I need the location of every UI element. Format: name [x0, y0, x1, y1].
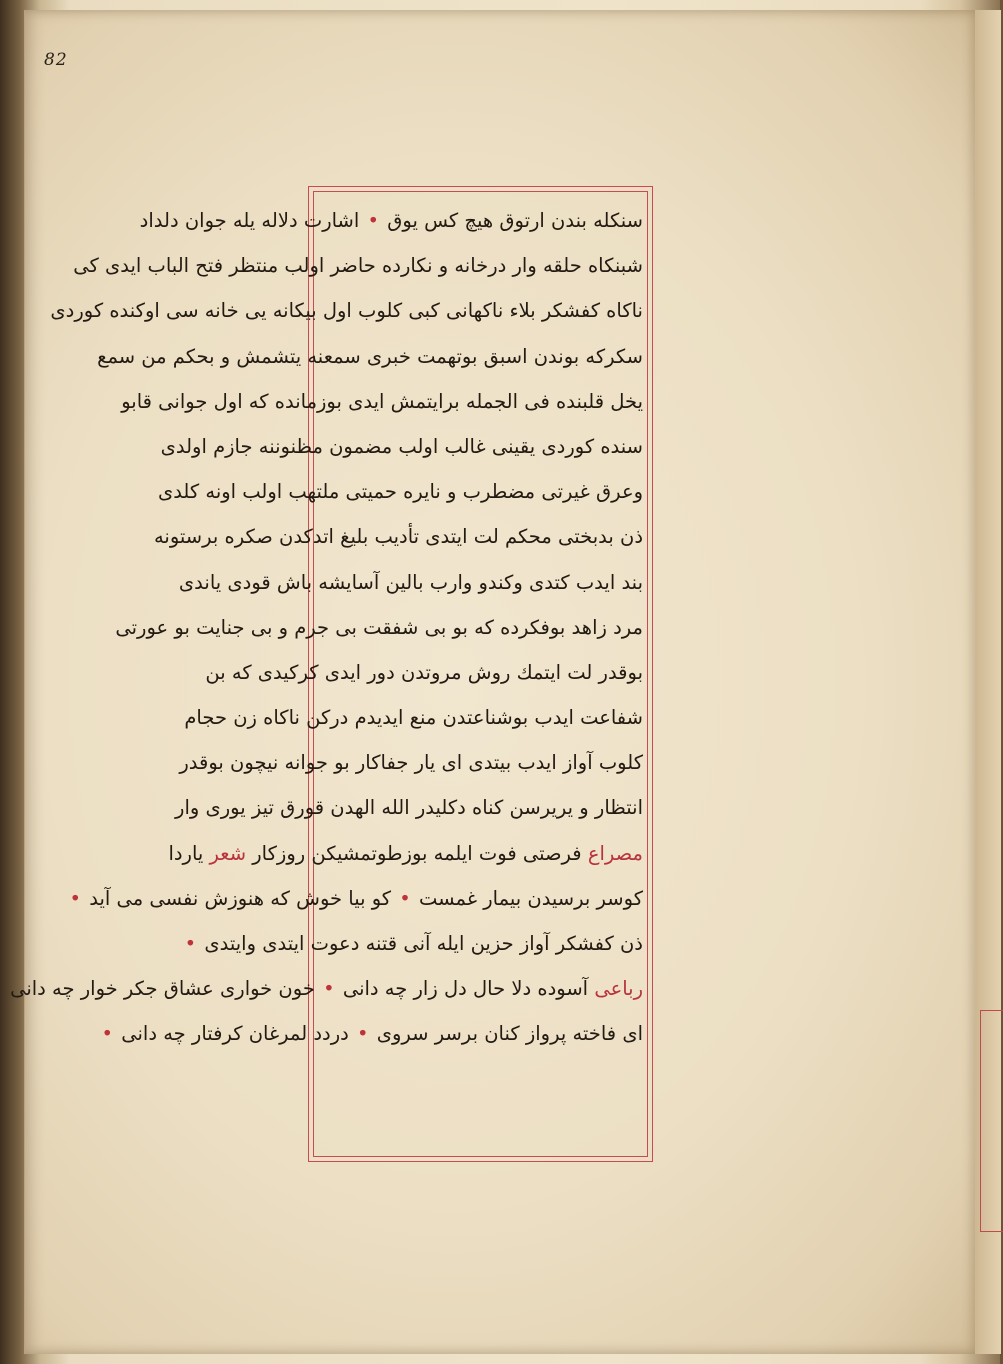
verse-separator-dot: •	[184, 932, 197, 955]
line-text: ناكاه كفشكر بلاء ناكهانی کبی کلوب اول بیكانه یی خانه سی اوکنده کوردی	[50, 299, 643, 323]
text-line	[153, 514, 643, 559]
text-line	[184, 695, 643, 740]
text-line	[184, 921, 643, 966]
text-line	[178, 560, 643, 605]
text-line	[73, 243, 643, 288]
line-text: فرصتی فوت ایلمه بوزطوتمشیكن روزكار	[252, 841, 582, 865]
text-line	[157, 469, 643, 514]
text-line	[139, 198, 643, 243]
text-line	[179, 740, 643, 785]
line-text: یاردا	[168, 841, 204, 865]
text-line	[168, 831, 643, 876]
rubric-heading: رباعی	[594, 977, 643, 1001]
line-text: سنكله بندن ارتوق هیچ کس یوق	[387, 209, 643, 232]
verse-separator-dot: •	[367, 209, 380, 232]
line-text: کوسر برسیدن بیمار غمست	[419, 886, 643, 910]
line-text: مرد زاهد بوفكرده كه بو بی شفقت بی جرم و بی جنایت بو عورتی	[115, 615, 643, 639]
line-text: شبنكاه حلقه وار درخانه و نكارده حاضر اولب منتظر فتح الباب ایدی كی	[73, 254, 643, 278]
line-text: دردد لمرغان كرفتار چه دانی	[121, 1022, 349, 1046]
verse-separator-dot: •	[69, 886, 82, 910]
text-line	[97, 334, 643, 379]
rubric-heading: شعر	[209, 841, 247, 865]
line-text: ذن كفشكر آواز حزین ایله آنی قتنه دعوت ایتدی وایتدی	[204, 932, 643, 955]
line-text: اشارت دلاله یله جوان دلداد	[139, 209, 360, 232]
verse-separator-dot: •	[399, 886, 411, 910]
line-text: خون خواری عشاق جكر خوار چه دانی	[10, 977, 315, 1001]
text-line	[69, 876, 643, 921]
text-line	[10, 966, 643, 1011]
line-text: وعرق غیرتی مضطرب و نایره حمیتی ملتهب اولب اونه کلدی	[157, 480, 643, 504]
text-line	[101, 1011, 643, 1056]
line-text: انتظار و یریرسن كناه دكلیدر الله الهدن قورق تیز یوری وار	[175, 796, 643, 820]
verse-separator-dot: •	[101, 1022, 114, 1046]
text-line	[160, 424, 643, 469]
verse-separator-dot: •	[357, 1022, 369, 1046]
page-number: 82	[44, 50, 68, 70]
text-block	[10, 198, 643, 1057]
text-line	[175, 785, 643, 830]
rubric-heading: مصراع	[587, 841, 643, 865]
text-line	[205, 650, 643, 695]
line-text: سكركه بوندن اسبق بوتهمت خبری سمعنه یتشمش و بحكم من سمع	[97, 344, 643, 368]
line-text: كلوب آواز ایدب بیتدی ای یار جفاكار بو جوانه نیچون بوقدر	[179, 751, 643, 775]
line-text: بوقدر لت ایتمك روش مروتدن دور ایدی كركیدی كه بن	[205, 660, 643, 684]
line-text: شفاعت ایدب بوشناعتدن منع ایدیدم دركن ناكاه زن حجام	[184, 706, 643, 730]
line-text: يخل قلبنده فی الجمله برایتمش ایدی بوزمانده كه اول جوانی قابو	[121, 389, 643, 413]
facing-page-frame	[980, 1010, 1003, 1232]
text-line	[115, 605, 643, 650]
line-text: سنده كوردی یقینی غالب اولب مضمون مظنوننه جازم اولدی	[160, 434, 643, 458]
verse-separator-dot: •	[323, 977, 335, 1001]
line-text: آسوده دلا حال دل زار چه دانی	[342, 977, 589, 1001]
line-text: بند ایدب کتدی وکندو وارب بالین آسایشه باش قودی یاندی	[178, 570, 643, 594]
line-text: کو بیا خوش که هنوزش نفسی می آید	[89, 886, 392, 910]
text-line	[121, 379, 643, 424]
text-line	[50, 288, 643, 333]
line-text: ای فاخته پرواز كنان برسر سروی	[376, 1022, 643, 1046]
line-text: ذن بدبختی محكم لت ایتدی تأدیب بلیغ اتدكدن صكره برستونه	[153, 525, 643, 549]
